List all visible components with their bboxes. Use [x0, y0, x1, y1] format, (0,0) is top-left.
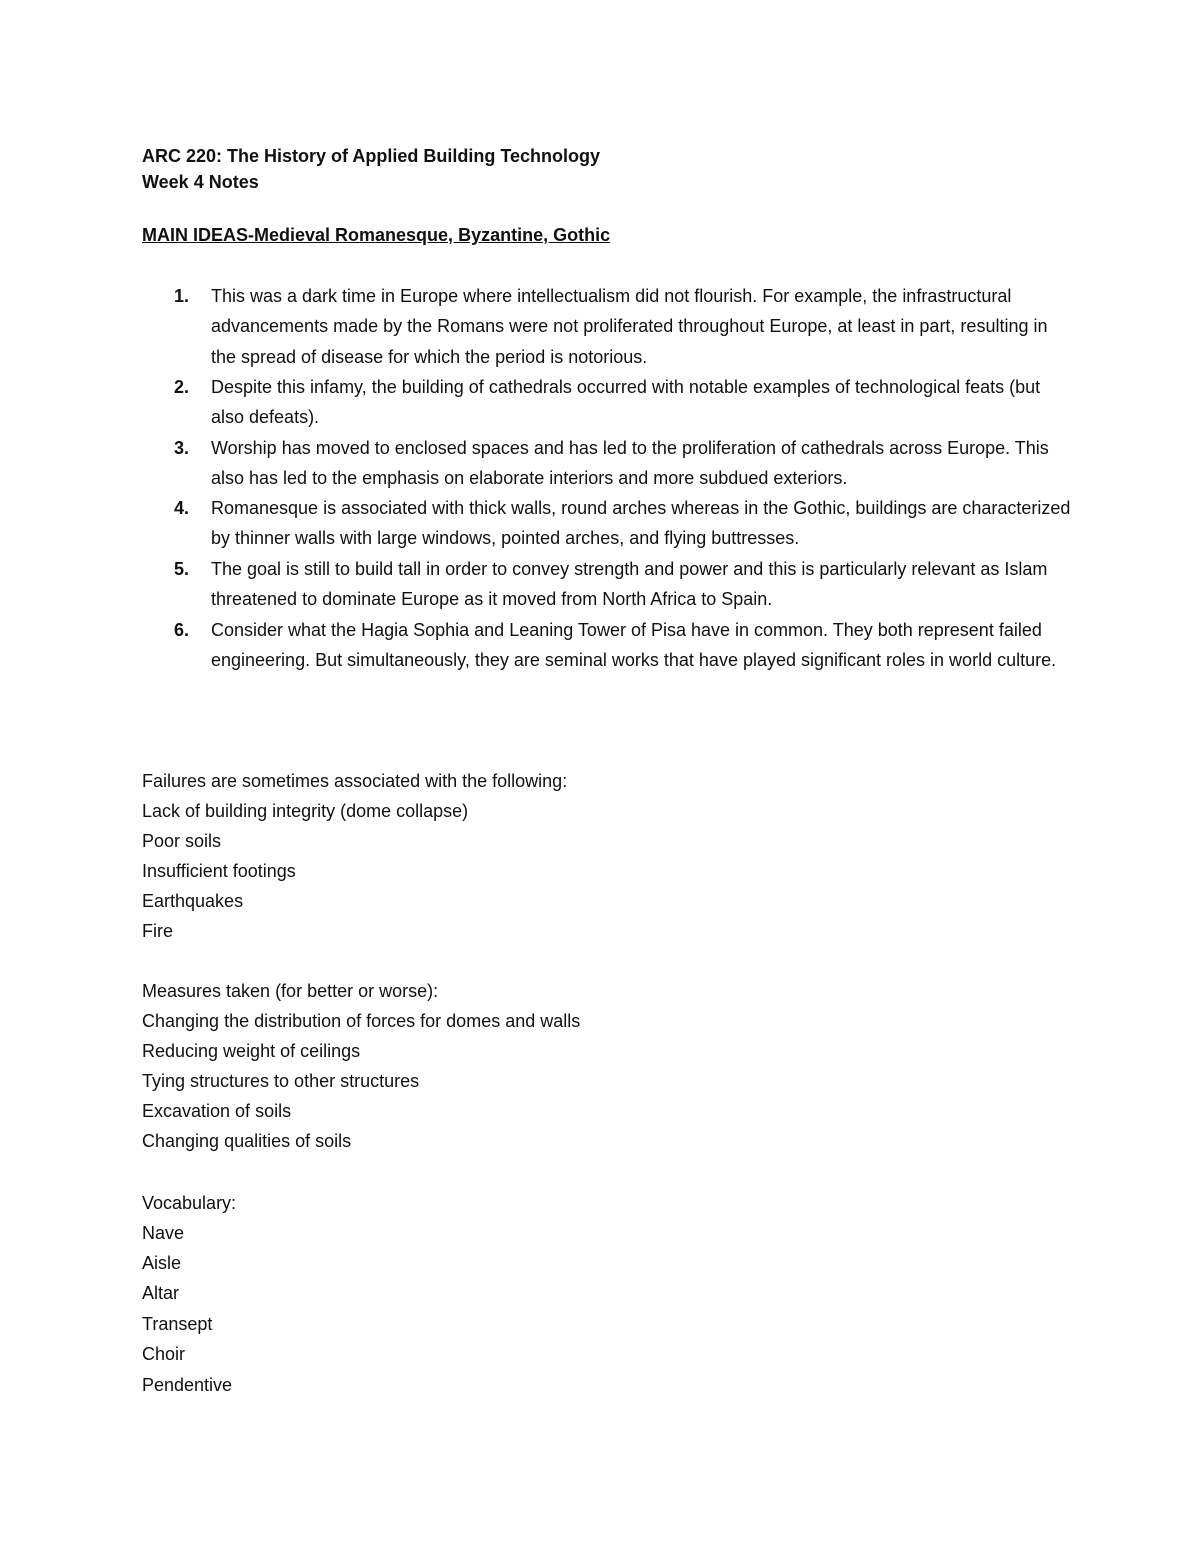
list-item-text: Worship has moved to enclosed spaces and has led to the proliferation of cathedrals across Europe. This also has led to the emphasis on elaborate interiors and more subdued exteriors.: [211, 438, 1049, 489]
failure-item: Fire: [142, 921, 173, 941]
list-item-number: 4.: [174, 498, 190, 518]
vocabulary-item: Transept: [142, 1314, 213, 1334]
main-ideas-heading: MAIN IDEAS-Medieval Romanesque, Byzantine, Gothic: [142, 225, 611, 245]
list-item-text: Romanesque is associated with thick walls, round arches whereas in the Gothic, buildings are characterized by thinner walls with large windows, pointed arches, and flying buttresses.: [211, 498, 1071, 549]
vocabulary-item: Pendentive: [142, 1375, 233, 1395]
vocabulary-item: Nave: [142, 1223, 185, 1243]
measure-item: Reducing weight of ceilings: [142, 1041, 361, 1061]
list-item-number: 1.: [174, 286, 190, 306]
list-item-text: Consider what the Hagia Sophia and Leaning Tower of Pisa have in common. They both represent failed engineering. But simultaneously, they are seminal works that have played significant roles in world culture.: [211, 620, 1057, 671]
course-title: ARC 220: The History of Applied Building Technology: [142, 146, 601, 166]
measure-item: Tying structures to other structures: [142, 1071, 420, 1091]
list-item-text: Despite this infamy, the building of cathedrals occurred with notable examples of technological feats (but also defeats).: [211, 377, 1041, 428]
list-item-number: 2.: [174, 377, 190, 397]
failure-item: Lack of building integrity (dome collapse): [142, 801, 469, 821]
failure-item: Earthquakes: [142, 891, 244, 911]
vocabulary-heading: Vocabulary:: [142, 1193, 237, 1213]
list-item-text: This was a dark time in Europe where intellectualism did not flourish. For example, the infrastructural advancements made by the Romans were not proliferated throughout Europe, at least in part, resulting in the spread of disease for which the period is notorious.: [211, 286, 1048, 367]
vocabulary-item: Altar: [142, 1283, 180, 1303]
list-item-number: 3.: [174, 438, 190, 458]
measure-item: Changing qualities of soils: [142, 1131, 352, 1151]
failures-heading: Failures are sometimes associated with the following:: [142, 771, 568, 791]
vocabulary-item: Choir: [142, 1344, 186, 1364]
failure-item: Poor soils: [142, 831, 222, 851]
measures-heading: Measures taken (for better or worse):: [142, 981, 439, 1001]
measure-item: Excavation of soils: [142, 1101, 292, 1121]
failure-item: Insufficient footings: [142, 861, 296, 881]
list-item-text: The goal is still to build tall in order to convey strength and power and this is particularly relevant as Islam threatened to dominate Europe as it moved from North Africa to Spain.: [211, 559, 1048, 610]
list-item-number: 5.: [174, 559, 190, 579]
vocabulary-item: Aisle: [142, 1253, 182, 1273]
week-label: Week 4 Notes: [142, 172, 259, 192]
list-item-number: 6.: [174, 620, 190, 640]
measure-item: Changing the distribution of forces for domes and walls: [142, 1011, 581, 1031]
